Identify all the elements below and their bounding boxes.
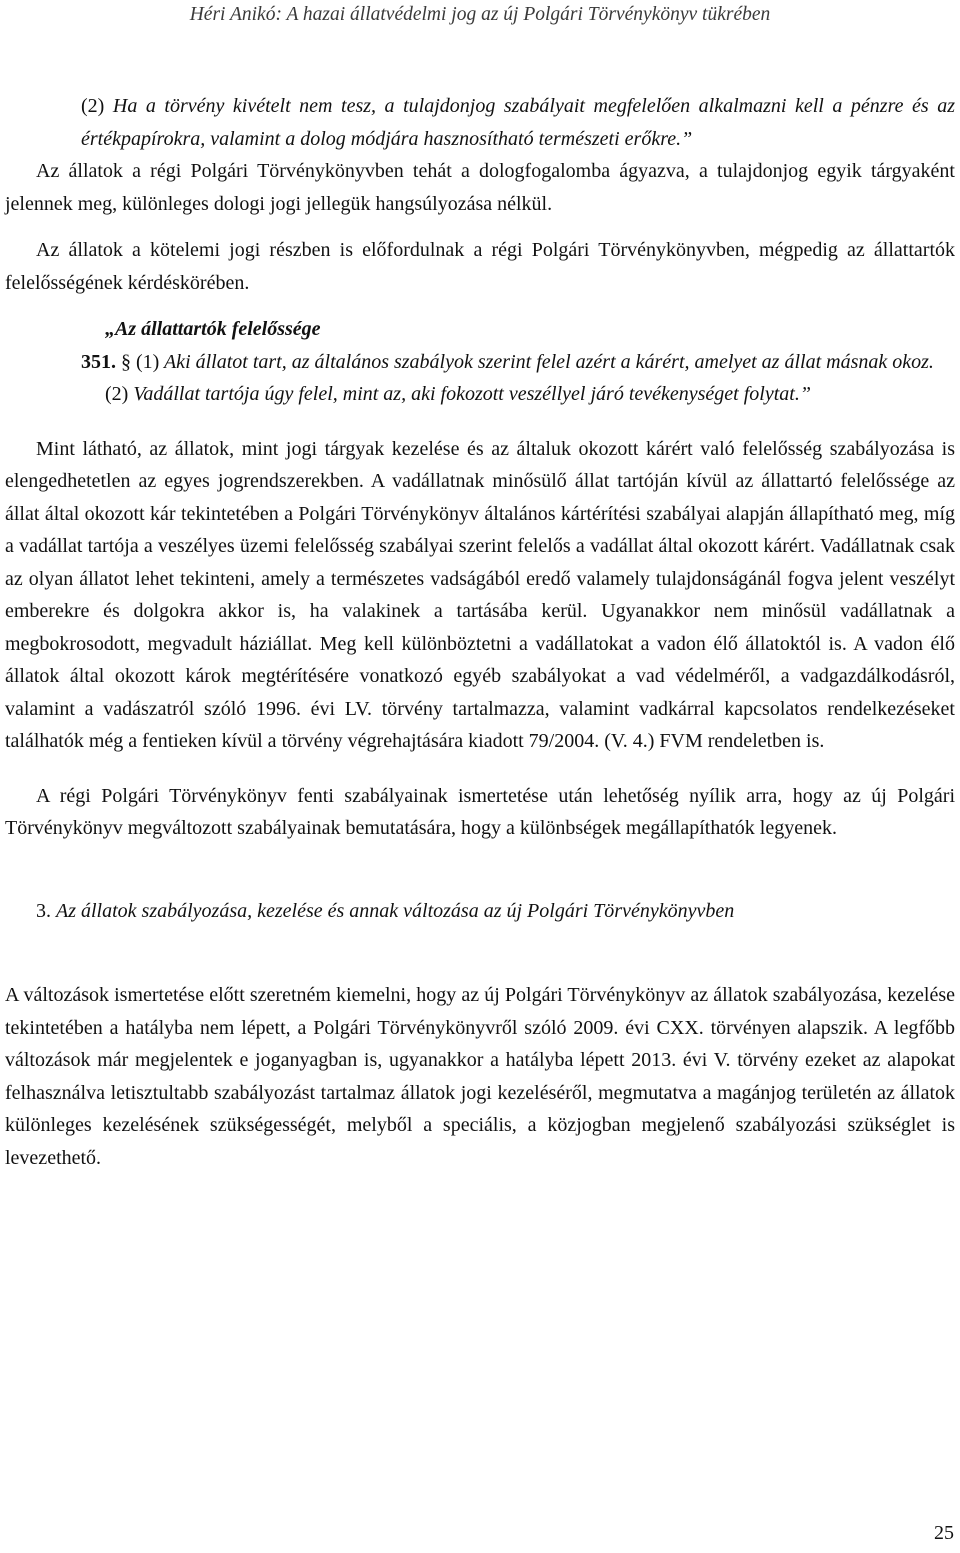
page-number: 25 bbox=[934, 1522, 954, 1544]
closing-quote-mark: ” bbox=[681, 127, 693, 150]
section-heading bbox=[36, 895, 955, 928]
subsection-text-1: Aki állatot tart, az általános szabályok szerint felel azért a kárért, amelyet az állat másnak okoz. bbox=[163, 350, 934, 373]
closing-quote-mark: ” bbox=[799, 383, 811, 405]
subsection-number-2: (2) bbox=[105, 383, 129, 405]
paragraph-obligations: Az állatok a kötelemi jogi részben is előfordulnak a régi Polgári Törvénykönyvben, mégpedig az állattartók felelősségének kérdéskörében. bbox=[5, 239, 955, 294]
page-body bbox=[5, 90, 955, 1174]
section-sign: § bbox=[121, 350, 131, 373]
liability-quote bbox=[5, 313, 955, 411]
law-paragraph-2 bbox=[81, 378, 955, 411]
law-paragraph-1 bbox=[81, 346, 955, 379]
civil-code-quote bbox=[81, 90, 955, 155]
section-heading-number: 3. bbox=[36, 899, 51, 922]
section-number: 351. bbox=[81, 350, 116, 373]
opening-quote-mark: „ bbox=[105, 318, 115, 340]
section-heading-title: Az állatok szabályozása, kezelése és annak változása az új Polgári Törvénykönyvben bbox=[56, 899, 735, 922]
quote-paragraph-number: (2) bbox=[81, 95, 105, 117]
paragraph-transition: A régi Polgári Törvénykönyv fenti szabályainak ismertetése után lehetőség nyílik arra, hogy az új Polgári Törvénykönyv megváltozott szabályainak bemutatására, hogy a különbségek megállapíthatók legyenek. bbox=[5, 784, 955, 839]
subsection-text-2: Vadállat tartója úgy felel, mint az, aki fokozott veszéllyel járó tevékenységet folytat. bbox=[133, 383, 800, 405]
quote-text: Ha a törvény kivételt nem tesz, a tulajdonjog szabályait megfelelően alkalmazni kell a pénzre és az értékpapírokra, valamint a dolog módjára hasznosítható természeti erőkre. bbox=[81, 95, 956, 150]
paragraph-property-law: Az állatok a régi Polgári Törvénykönyvben tehát a dologfogalomba ágyazva, a tulajdonjog egyik tárgyaként jelennek meg, különleges dologi jogi jellegük hangsúlyozása nélkül. bbox=[5, 160, 955, 215]
paragraph-changes: A változások ismertetése előtt szeretném kiemelni, hogy az új Polgári Törvénykönyv az állatok szabályozása, kezelése tekintetében a hatályba nem lépett, a Polgári Törvénykönyvről szóló 2009. évi CXX. törvényen alapszik. A legfőbb változások már megjelentek e joganyagban is, ugyanakkor a hatályba lépett 2013. évi V. törvény ezeket az alapokat felhasználva letisztultabb szabályozást tartalmaz állatok jogi kezeléséről, megmutatva a magánjog területén az állatok különleges kezelésének szükségességét, melyből a speciális, a közjogban megjelenő szabályozási szükséglet is levezethető. bbox=[5, 984, 955, 1169]
paragraph-wild-animals: Mint látható, az állatok, mint jogi tárgyak kezelése és az általuk okozott kárért való felelősség szabályozása is elengedhetetlen az egyes jogrendszerekben. A vadállatnak minősülő állat tartóján kívül az állattartó felelőssége az állat által okozott kár tekintetében a Polgári Törvénykönyv általános kártérítési szabályai alapján állapítható meg, míg a vadállat tartója a veszélyes üzemi felelősség szabályai szerint felelős a vadállat által okozott kárért. Vadállatnak csak az olyan állatot lehet tekinteni, amely a természetes vadságából eredő valamely tulajdonságánál fogva jelent veszélyt emberekre és dolgokra akkor is, ha valakinek a tartásába kerül. Ugyanakkor nem minősül vadállatnak a megbokrosodott, megvadult háziállat. Meg kell különböztetni a vadállatokat a vadon élő állatoktól is. A vadon élő állatok által okozott károk megtérítésére vonatkozó egyéb szabályokat a vad védelméről, a vadgazdálkodásról, valamint a vadászatról szóló 1996. évi LV. törvény tartalmazza, valamint vadkárral kapcsolatos rendelkezéseket találhatók még a fentieken kívül a törvény végrehajtására kiadott 79/2004. (V. 4.) FVM rendeletben is. bbox=[5, 437, 955, 752]
law-title-text: Az állattartók felelőssége bbox=[115, 318, 321, 340]
subsection-number-1: (1) bbox=[136, 350, 160, 373]
running-header: Héri Anikó: A hazai állatvédelmi jog az új Polgári Törvénykönyv tükrében bbox=[189, 4, 771, 25]
law-section-title bbox=[105, 313, 955, 346]
